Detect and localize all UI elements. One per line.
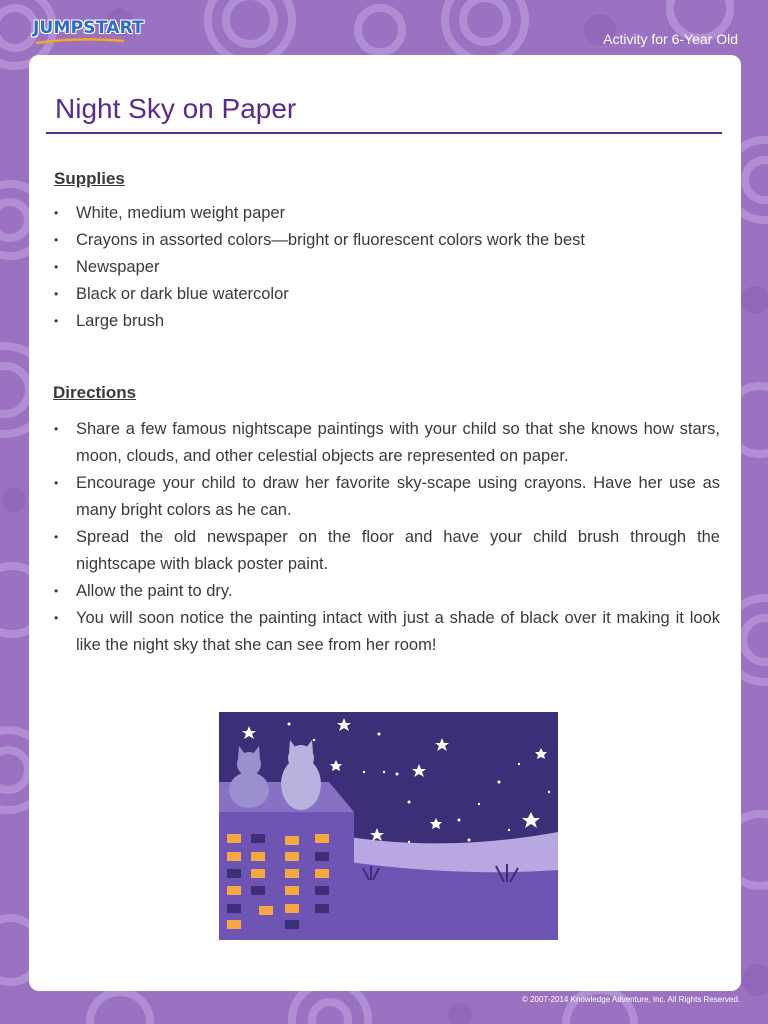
list-item [54, 309, 720, 336]
supply-text: White, medium weight paper [76, 204, 286, 222]
bullet-icon: • [54, 233, 59, 247]
bullet-icon: • [54, 611, 59, 625]
list-item [54, 255, 720, 282]
directions-heading: Directions [53, 383, 137, 402]
list-item [54, 524, 720, 578]
supply-text: Black or dark blue watercolor [76, 285, 289, 303]
bullet-icon: • [54, 206, 59, 220]
supplies-list [54, 201, 720, 336]
jumpstart-logo[interactable]: JUMPSTART [33, 18, 144, 38]
page-title: Night Sky on Paper [55, 93, 297, 124]
list-item [54, 228, 720, 255]
list-item [54, 578, 720, 605]
night-sky-illustration [219, 712, 558, 940]
list-item [54, 282, 720, 309]
logo-swoosh-icon [34, 38, 126, 46]
supplies-heading: Supplies [54, 169, 125, 188]
bullet-icon: • [54, 287, 59, 301]
bullet-icon: • [54, 314, 59, 328]
list-item [54, 201, 720, 228]
supply-text: Newspaper [76, 258, 160, 276]
directions-list [54, 416, 720, 659]
list-item [54, 605, 720, 659]
bullet-icon: • [54, 422, 59, 436]
activity-age-label: Activity for 6-Year Old [603, 31, 738, 47]
supply-text: Large brush [76, 312, 165, 330]
direction-text: Spread the old newspaper on the floor and have your child brush through the nightscape with black poster paint. [76, 528, 720, 573]
bullet-icon: • [54, 476, 59, 490]
bullet-icon: • [54, 530, 59, 544]
bullet-icon: • [54, 584, 59, 598]
bullet-icon: • [54, 260, 59, 274]
direction-text: Allow the paint to dry. [76, 582, 233, 600]
list-item [54, 416, 720, 470]
title-divider [46, 132, 722, 134]
direction-text: Encourage your child to draw her favorite sky-scape using crayons. Have her use as many bright colors as he can. [76, 474, 720, 519]
list-item [54, 470, 720, 524]
direction-text: You will soon notice the painting intact with just a shade of black over it making it look like the night sky that she can see from her room! [76, 609, 720, 654]
copyright-footer: © 2007-2014 Knowledge Adventure, Inc. All Rights Reserved. [521, 995, 740, 1004]
supply-text: Crayons in assorted colors—bright or fluorescent colors work the best [76, 231, 585, 249]
direction-text: Share a few famous nightscape paintings with your child so that she knows how stars, moon, clouds, and other celestial objects are represented on paper. [76, 420, 720, 465]
